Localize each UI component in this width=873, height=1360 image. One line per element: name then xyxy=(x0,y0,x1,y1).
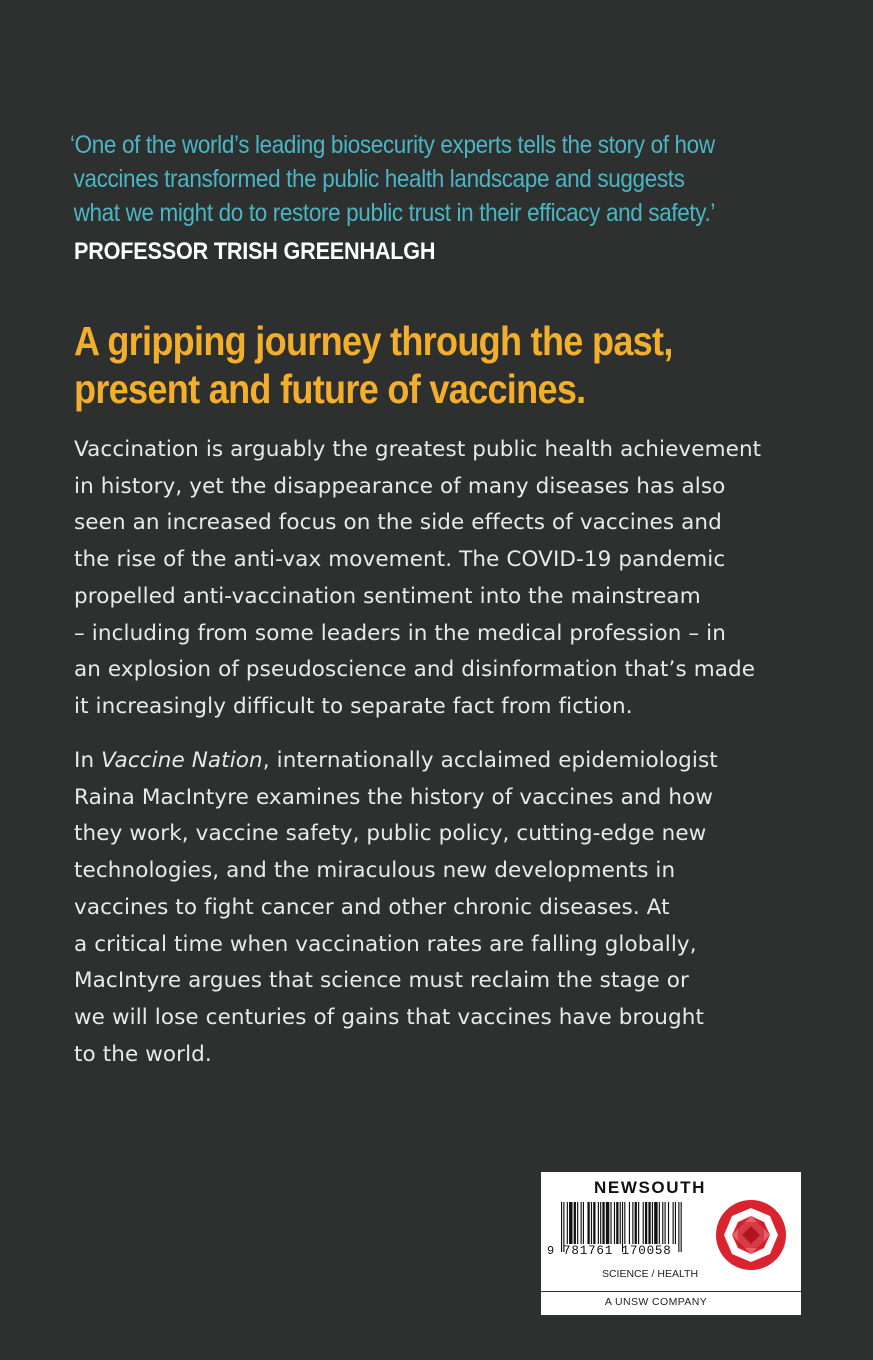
endorsement-quote xyxy=(70,128,718,230)
blurb-line: they work, vaccine safety, public policy, cutting-edge new xyxy=(74,821,707,847)
blurb-line: Raina MacIntyre examines the history of vaccines and how xyxy=(74,784,714,810)
blurb-line: we will lose centuries of gains that vaccines have brought xyxy=(74,1004,704,1030)
barcode-bar xyxy=(659,1202,660,1244)
barcode-bar xyxy=(574,1202,576,1244)
barcode-bar xyxy=(643,1202,644,1244)
barcode-bar xyxy=(668,1202,669,1244)
blurb-paragraph-1 xyxy=(74,432,804,726)
book-title: Vaccine Nation xyxy=(101,748,263,773)
barcode-bar xyxy=(665,1202,666,1244)
blurb-paragraph-2 xyxy=(74,743,804,1073)
publisher-logo-icon xyxy=(714,1198,788,1272)
blurb-line: technologies, and the miraculous new developments in xyxy=(74,858,676,884)
blurb-line: in history, yet the disappearance of many diseases has also xyxy=(74,473,726,499)
blurb-line: it increasingly difficult to separate fact from fiction. xyxy=(74,693,633,719)
blurb-line: the rise of the anti-vax movement. The COVID-19 pandemic xyxy=(74,547,726,573)
blurb-line: seen an increased focus on the side effects of vaccines and xyxy=(74,510,722,536)
quote-line: ‘One of the world’s leading biosecurity experts tells the story of how xyxy=(70,131,715,159)
barcode-bar xyxy=(593,1202,595,1244)
publisher-barcode-panel xyxy=(541,1172,801,1315)
barcode-bar xyxy=(675,1202,676,1244)
barcode-bar xyxy=(673,1202,674,1244)
barcode-bar xyxy=(638,1202,639,1244)
isbn-digits: 781761 170058 xyxy=(563,1244,672,1258)
headline-line: present and future of vaccines. xyxy=(74,366,586,412)
barcode-bar xyxy=(610,1202,611,1244)
barcode-bar xyxy=(648,1202,650,1244)
headline-line: A gripping journey through the past, xyxy=(74,318,673,364)
barcode-bar xyxy=(583,1202,584,1244)
blurb-line xyxy=(74,743,804,780)
barcode-bar xyxy=(632,1202,633,1244)
blurb-line: vaccines to fight cancer and other chronic diseases. At xyxy=(74,894,670,920)
publisher-company: A UNSW COMPANY xyxy=(604,1296,708,1308)
quote-attribution: PROFESSOR TRISH GREENHALGH xyxy=(74,238,436,265)
barcode-bar xyxy=(602,1202,604,1244)
blurb-line: a critical time when vaccination rates are falling globally, xyxy=(74,931,697,957)
barcode-bar xyxy=(614,1202,615,1244)
blurb-line-rest: , internationally acclaimed epidemiologist xyxy=(262,748,718,773)
barcode-bar xyxy=(600,1202,601,1244)
quote-line: what we might do to restore public trust in their efficacy and safety.’ xyxy=(73,199,716,227)
barcode-bar xyxy=(629,1202,630,1244)
blurb-line: to the world. xyxy=(74,1041,212,1067)
barcode-bar xyxy=(577,1202,578,1244)
barcode-bar xyxy=(567,1202,568,1244)
panel-divider xyxy=(541,1291,801,1292)
barcode-bar xyxy=(591,1202,592,1244)
quote-line: vaccines transformed the public health landscape and suggests xyxy=(73,165,685,193)
blurb-line: propelled anti-vaccination sentiment into the mainstream xyxy=(74,583,701,609)
barcode-bar xyxy=(635,1202,637,1244)
blurb-line: an explosion of pseudoscience and disinformation that’s made xyxy=(74,657,756,683)
blurb-line-prefix: In xyxy=(74,748,102,773)
isbn-lead-digit: 9 xyxy=(547,1244,555,1258)
blurb-line: – including from some leaders in the medical profession – in xyxy=(74,620,726,646)
barcode-bar xyxy=(606,1202,609,1244)
barcode-bar xyxy=(616,1202,618,1244)
barcode-bar xyxy=(652,1202,653,1244)
blurb-line: MacIntyre argues that science must reclaim the stage or xyxy=(74,968,689,994)
barcode-bar xyxy=(598,1202,599,1244)
publisher-name: NEWSOUTH xyxy=(594,1178,706,1197)
barcode-bar xyxy=(561,1202,562,1252)
book-category: SCIENCE / HEALTH xyxy=(601,1268,699,1280)
barcode-bar xyxy=(624,1202,625,1244)
barcode-bar xyxy=(581,1202,582,1244)
barcode-bar xyxy=(645,1202,647,1244)
barcode-bar xyxy=(587,1202,589,1244)
barcode-bar xyxy=(654,1202,657,1244)
blurb-line: Vaccination is arguably the greatest public health achievement xyxy=(74,437,762,462)
headline xyxy=(74,317,673,413)
barcode-bar xyxy=(620,1202,621,1244)
barcode-bar xyxy=(569,1202,572,1244)
barcode-bar xyxy=(662,1202,663,1244)
